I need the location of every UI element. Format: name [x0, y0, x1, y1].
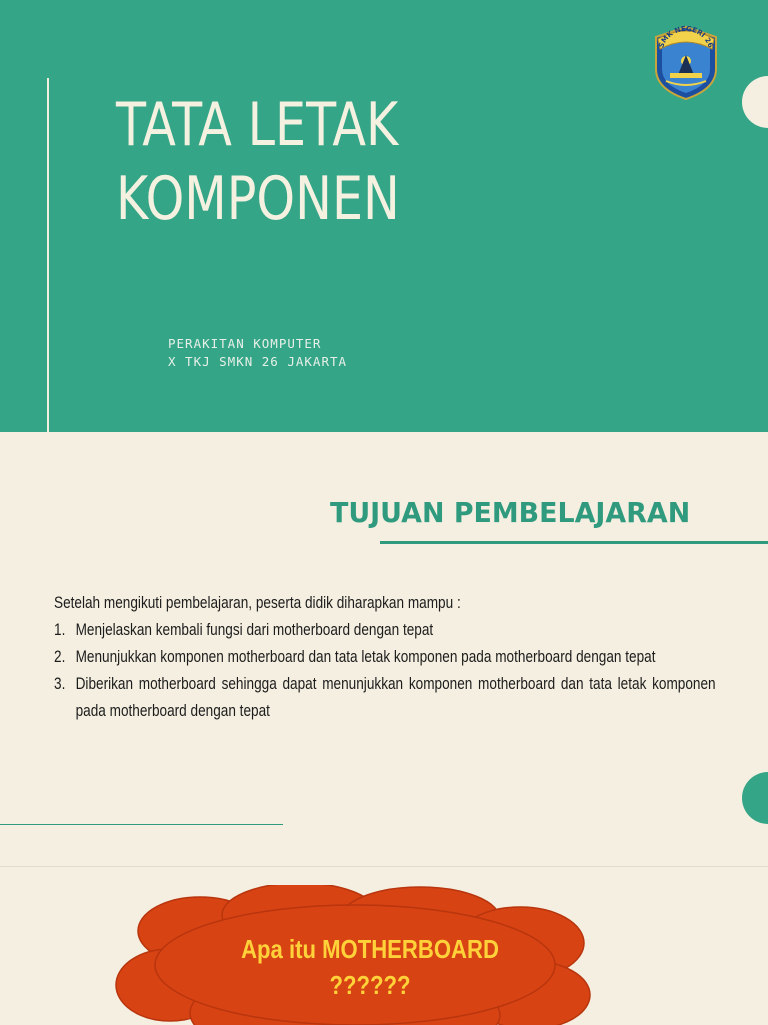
heading-underline [380, 541, 768, 544]
bottom-divider [0, 824, 283, 825]
list-item-number: 2. [54, 647, 66, 666]
list-item-text: Menunjukkan komponen motherboard dan tata letak komponen pada motherboard dengan tepat [75, 647, 656, 666]
list-item-number: 3. [54, 674, 66, 693]
question-slide [0, 866, 768, 1025]
objectives-intro: Setelah mengikuti pembelajaran, peserta didik diharapkan mampu : [54, 593, 461, 612]
slide-title-line-2: KOMPONEN [116, 164, 400, 234]
objectives-body [54, 589, 716, 724]
objectives-heading: TUJUAN PEMBELAJARAN [330, 496, 691, 529]
cloud-question-line-1: Apa itu MOTHERBOARD [241, 934, 499, 964]
slide-title-line-1: TATA LETAK [116, 90, 399, 160]
subtitle-line-2: X TKJ SMKN 26 JAKARTA [168, 354, 348, 369]
cloud-question [192, 931, 549, 1003]
decorative-circle [742, 76, 768, 128]
school-emblem-icon [652, 25, 720, 101]
title-slide [0, 0, 768, 432]
logo-text: SMK NEGERI 26 [657, 25, 715, 49]
list-item-number: 1. [54, 620, 66, 639]
slide-title [116, 88, 477, 236]
objectives-list [54, 616, 716, 724]
list-item [54, 643, 716, 670]
list-item-text: Diberikan motherboard sehingga dapat menunjukkan komponen motherboard dan tata letak komponen pada motherboard dengan tepat [75, 674, 716, 720]
subtitle-line-1: PERAKITAN KOMPUTER [168, 336, 322, 351]
cloud-question-line-2: ?????? [329, 970, 411, 1000]
list-item [54, 670, 716, 724]
vertical-divider [47, 78, 49, 432]
list-item [54, 616, 716, 643]
list-item-text: Menjelaskan kembali fungsi dari motherboard dengan tepat [75, 620, 434, 639]
slide-subtitle [168, 335, 347, 371]
decorative-circle [742, 772, 768, 824]
objectives-slide [0, 432, 768, 864]
